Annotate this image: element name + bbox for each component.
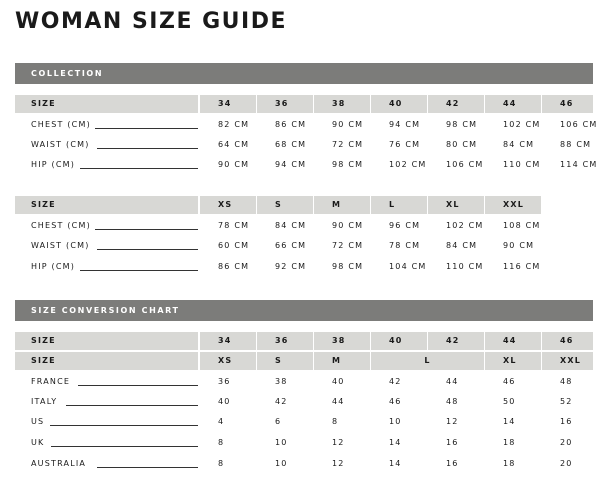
- size-col-m: M: [314, 352, 370, 370]
- size-col-42: 42: [428, 95, 484, 113]
- table-cell: 86 CM: [218, 262, 250, 271]
- size-col-42: 42: [428, 332, 484, 350]
- leader-line: [80, 270, 198, 271]
- table-cell: 108 CM: [503, 221, 541, 230]
- table-cell: 102 CM: [446, 221, 484, 230]
- leader-line: [97, 249, 198, 250]
- size-col-m: M: [314, 196, 370, 214]
- table-cell: 8: [218, 438, 225, 447]
- table-cell: 90 CM: [218, 160, 250, 169]
- collection-size-header-row: [0, 95, 600, 113]
- table-cell: 90 CM: [503, 241, 535, 250]
- size-col-34: 34: [200, 332, 256, 350]
- table-cell: 94 CM: [275, 160, 307, 169]
- table-cell: 14: [503, 417, 516, 426]
- table-cell: 52: [560, 397, 573, 406]
- table-row: [0, 454, 600, 474]
- leader-line: [97, 467, 198, 468]
- table-cell: 72 CM: [332, 241, 364, 250]
- table-cell: 14: [389, 459, 402, 468]
- leader-line: [80, 168, 198, 169]
- row-label-chest: CHEST (CM): [31, 221, 91, 230]
- row-label-waist: WAIST (CM): [31, 140, 90, 149]
- size-col-46: 46: [542, 332, 593, 350]
- row-label-hip: HIP (CM): [31, 160, 76, 169]
- table-cell: 114 CM: [560, 160, 598, 169]
- size-col-46: 46: [542, 95, 593, 113]
- table-cell: 20: [560, 438, 573, 447]
- table-cell: 90 CM: [332, 120, 364, 129]
- table-cell: 10: [275, 459, 288, 468]
- table-cell: 86 CM: [275, 120, 307, 129]
- row-label-australia: AUSTRALIA: [31, 459, 87, 468]
- row-label-france: FRANCE: [31, 377, 71, 386]
- table-cell: 12: [446, 417, 459, 426]
- table-cell: 98 CM: [332, 160, 364, 169]
- table-cell: 116 CM: [503, 262, 541, 271]
- table-row: [0, 372, 600, 392]
- size-col-xs: XS: [200, 196, 256, 214]
- row-label-us: US: [31, 417, 45, 426]
- table-cell: 106 CM: [446, 160, 484, 169]
- table-cell: 44: [332, 397, 345, 406]
- table-cell: 76 CM: [389, 140, 421, 149]
- size-col-44: 44: [485, 95, 541, 113]
- size-col-36: 36: [257, 332, 313, 350]
- table-cell: 14: [389, 438, 402, 447]
- table-cell: 12: [332, 438, 345, 447]
- table-row: [0, 392, 600, 412]
- table-cell: 42: [275, 397, 288, 406]
- size-col-xxl: XXL: [542, 352, 593, 370]
- table-cell: 94 CM: [389, 120, 421, 129]
- table-cell: 84 CM: [275, 221, 307, 230]
- conversion-section-header: SIZE CONVERSION CHART: [15, 300, 593, 321]
- table-cell: 78 CM: [218, 221, 250, 230]
- table-cell: 84 CM: [446, 241, 478, 250]
- leader-line: [97, 148, 198, 149]
- table-cell: 42: [389, 377, 402, 386]
- table-row: [0, 115, 600, 135]
- table-row: [0, 257, 600, 277]
- table-cell: 64 CM: [218, 140, 250, 149]
- leader-line: [95, 128, 198, 129]
- size-col-40: 40: [371, 332, 427, 350]
- table-cell: 12: [332, 459, 345, 468]
- table-cell: 10: [389, 417, 402, 426]
- table-row: [0, 216, 600, 236]
- table-cell: 60 CM: [218, 241, 250, 250]
- row-label-chest: CHEST (CM): [31, 120, 91, 129]
- table-cell: 8: [332, 417, 339, 426]
- table-cell: 46: [503, 377, 516, 386]
- table-cell: 90 CM: [332, 221, 364, 230]
- row-label-italy: ITALY: [31, 397, 58, 406]
- size-col-xs: XS: [200, 352, 256, 370]
- table-cell: 16: [446, 459, 459, 468]
- table-cell: 110 CM: [503, 160, 541, 169]
- page-title: WOMAN SIZE GUIDE: [15, 9, 288, 34]
- table-cell: 78 CM: [389, 241, 421, 250]
- table-cell: 40: [332, 377, 345, 386]
- table-cell: 4: [218, 417, 225, 426]
- table-cell: 72 CM: [332, 140, 364, 149]
- row-label-uk: UK: [31, 438, 45, 447]
- table-cell: 10: [275, 438, 288, 447]
- collection-letter-size-header-row: [0, 196, 600, 214]
- size-col-34: 34: [200, 95, 256, 113]
- leader-line: [66, 405, 198, 406]
- size-col-38: 38: [314, 95, 370, 113]
- conversion-letter-header-row: [0, 352, 600, 370]
- size-col-xl: XL: [428, 196, 484, 214]
- leader-line: [95, 229, 198, 230]
- table-cell: 104 CM: [389, 262, 427, 271]
- table-row: [0, 155, 600, 175]
- size-header-label: SIZE: [15, 95, 198, 113]
- table-cell: 102 CM: [503, 120, 541, 129]
- table-cell: 36: [218, 377, 231, 386]
- table-cell: 40: [218, 397, 231, 406]
- table-cell: 16: [560, 417, 573, 426]
- size-header-label: SIZE: [15, 352, 198, 370]
- size-header-label: SIZE: [15, 332, 198, 350]
- leader-line: [51, 446, 198, 447]
- table-row: [0, 412, 600, 432]
- table-cell: 6: [275, 417, 282, 426]
- leader-line: [78, 385, 198, 386]
- table-cell: 38: [275, 377, 288, 386]
- table-cell: 84 CM: [503, 140, 535, 149]
- table-cell: 68 CM: [275, 140, 307, 149]
- table-cell: 44: [446, 377, 459, 386]
- table-row: [0, 135, 600, 155]
- size-col-s: S: [257, 352, 313, 370]
- conversion-size-header-row: [0, 332, 600, 350]
- size-header-label: SIZE: [15, 196, 198, 214]
- table-cell: 102 CM: [389, 160, 427, 169]
- size-col-xxl: XXL: [485, 196, 541, 214]
- table-cell: 88 CM: [560, 140, 592, 149]
- table-cell: 96 CM: [389, 221, 421, 230]
- table-cell: 82 CM: [218, 120, 250, 129]
- table-cell: 106 CM: [560, 120, 598, 129]
- table-row: [0, 433, 600, 453]
- leader-line: [50, 425, 198, 426]
- table-cell: 16: [446, 438, 459, 447]
- size-col-s: S: [257, 196, 313, 214]
- size-col-40: 40: [371, 95, 427, 113]
- size-col-l: L: [371, 196, 427, 214]
- table-cell: 48: [446, 397, 459, 406]
- table-cell: 46: [389, 397, 402, 406]
- table-cell: 18: [503, 438, 516, 447]
- table-cell: 18: [503, 459, 516, 468]
- table-cell: 92 CM: [275, 262, 307, 271]
- size-col-xl: XL: [485, 352, 541, 370]
- row-label-hip: HIP (CM): [31, 262, 76, 271]
- table-cell: 8: [218, 459, 225, 468]
- table-cell: 20: [560, 459, 573, 468]
- size-col-44: 44: [485, 332, 541, 350]
- size-col-l: L: [371, 352, 484, 370]
- table-cell: 48: [560, 377, 573, 386]
- collection-section-header: COLLECTION: [15, 63, 593, 84]
- table-cell: 50: [503, 397, 516, 406]
- table-row: [0, 236, 600, 256]
- table-cell: 66 CM: [275, 241, 307, 250]
- table-cell: 98 CM: [446, 120, 478, 129]
- size-col-38: 38: [314, 332, 370, 350]
- table-cell: 98 CM: [332, 262, 364, 271]
- row-label-waist: WAIST (CM): [31, 241, 90, 250]
- table-cell: 110 CM: [446, 262, 484, 271]
- size-col-36: 36: [257, 95, 313, 113]
- table-cell: 80 CM: [446, 140, 478, 149]
